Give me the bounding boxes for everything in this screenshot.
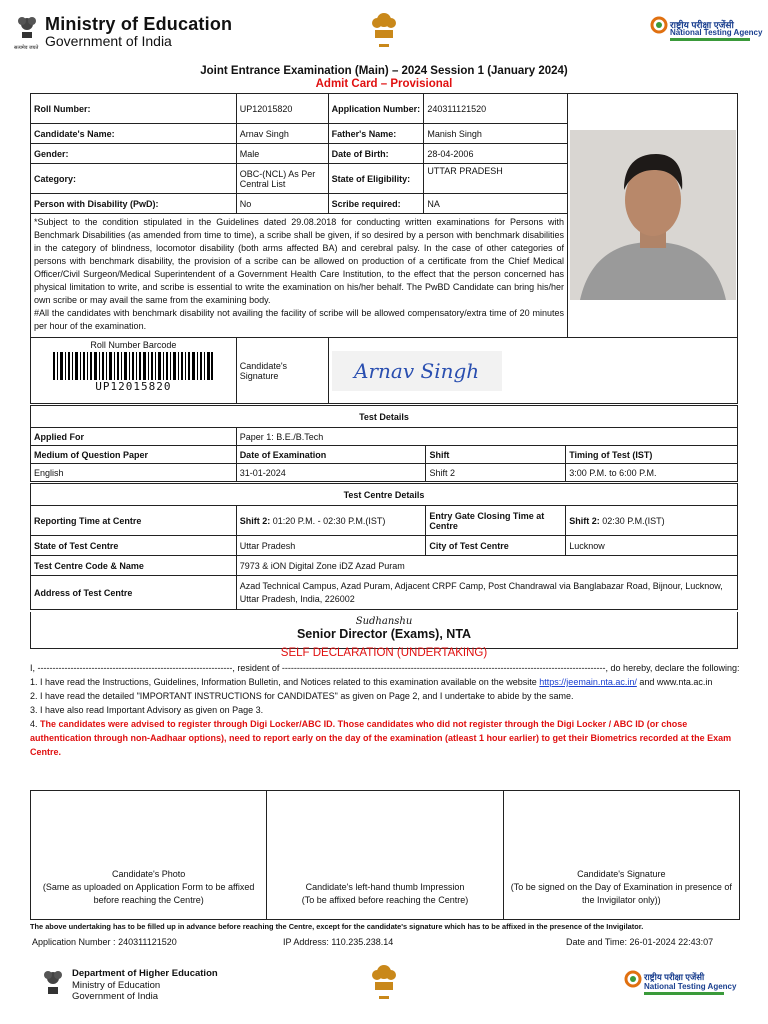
compensatory-time-note: #All the candidates with benchmark disability not availing the facility of scribe will be allowed compensatory/extra time of 20 minutes per hour of the examination. bbox=[34, 308, 564, 331]
gate-closing-value bbox=[566, 506, 738, 536]
photo-box-title: Candidate's Photo bbox=[112, 869, 186, 879]
thumb-box bbox=[267, 791, 503, 919]
footer-dt-label: Date and Time: bbox=[566, 937, 628, 947]
affix-boxes bbox=[30, 790, 740, 920]
footer-datetime bbox=[566, 937, 713, 947]
nta-hindi-name: राष्ट्रीय परीक्षा एजेंसी bbox=[670, 20, 734, 30]
authority-title: Senior Director (Exams), NTA bbox=[296, 627, 472, 641]
application-number-value: 240311121520 bbox=[424, 94, 568, 124]
authority-box bbox=[30, 612, 738, 649]
thumb-box-note: (To be affixed before reaching the Centre) bbox=[301, 895, 469, 905]
dhe-title: Department of Higher Education bbox=[72, 968, 218, 979]
ministry-title: Ministry of Education bbox=[45, 14, 233, 34]
signature-box-note: (To be signed on the Day of Examination in presence of the Invigilator only)) bbox=[510, 882, 732, 905]
scribe-value: NA bbox=[424, 194, 568, 214]
exam-date-value: 31-01-2024 bbox=[236, 464, 426, 482]
admit-card-title: Admit Card – Provisional bbox=[315, 78, 453, 90]
centre-state-label: State of Test Centre bbox=[31, 536, 237, 556]
state-eligibility-value: UTTAR PRADESH bbox=[424, 164, 568, 194]
gate-closing-text: 02:30 P.M.(IST) bbox=[599, 515, 665, 526]
authority-signature: Sudhanshu bbox=[355, 616, 413, 627]
exam-date-label: Date of Examination bbox=[236, 446, 426, 464]
shift-label: Shift bbox=[426, 446, 566, 464]
signature-cell bbox=[328, 338, 737, 404]
footer-app-value: 240311121520 bbox=[118, 937, 177, 947]
name-blank: ----------------------------------------------------------------- bbox=[37, 663, 233, 673]
reporting-time-value bbox=[236, 506, 426, 536]
pwd-value: No bbox=[236, 194, 328, 214]
gate-shift: Shift 2: bbox=[569, 515, 600, 526]
item4-number: 4. bbox=[30, 719, 41, 729]
barcode-text: UP12015820 bbox=[95, 380, 172, 393]
declaration-body bbox=[30, 661, 740, 759]
roll-number-label: Roll Number: bbox=[31, 94, 237, 124]
candidate-signature-image bbox=[332, 351, 502, 391]
centre-address-label: Address of Test Centre bbox=[31, 576, 237, 610]
signature-box bbox=[504, 791, 739, 919]
centre-code-value: 7973 & iON Digital Zone iDZ Azad Puram bbox=[236, 556, 737, 576]
centre-city-label: City of Test Centre bbox=[426, 536, 566, 556]
father-name-label: Father's Name: bbox=[328, 124, 424, 144]
nta-english-name: National Testing Agency bbox=[670, 28, 763, 37]
declaration-item-2: 2. I have read the detailed "IMPORTANT INSTRUCTIONS for CANDIDATES" as given on Page 2, and I undertake to abide by the same. bbox=[30, 691, 574, 701]
roll-number-value: UP12015820 bbox=[236, 94, 328, 124]
reporting-shift: Shift 2: bbox=[239, 515, 271, 526]
barcode-label: Roll Number Barcode bbox=[90, 340, 177, 350]
signature-label: Candidate's Signature bbox=[236, 338, 328, 404]
candidate-photo bbox=[570, 130, 736, 300]
signature-box-title: Candidate's Signature bbox=[577, 869, 666, 879]
footer-dt-value: 26-01-2024 22:43:07 bbox=[629, 937, 714, 947]
shift-value: Shift 2 bbox=[426, 464, 566, 482]
scribe-note: *Subject to the condition stipulated in the Guidelines dated 29.08.2018 for conducting written examinations for Persons with Benchmark Disabilities (as amended from time to time), a scribe shall be given, if so desired by a person with benchmark disabilities in the category of blindness, locomotor disability (both arms affected BA) and cerebral palsy. In the case of other categories of persons with benchmark disability, the provision of a scribe can be allowed on production of a certificate from the Chief Medical Officer/Civil Surgeon/Medical Superintendent of a Government Health Care Institution, to the effect that the person concerned has physical limitation to write, and scribe is essential to write the examination on his/her behalf. The PwBD Candidate can bring his/her own scribe or may avail the same from the examining body. bbox=[34, 217, 564, 305]
centre-address-value: Azad Technical Campus, Azad Puram, Adjacent CRPF Camp, Post Chandrawal via Banglabazar Road, Bijnour, Lucknow, Uttar Pradesh, India, 226002 bbox=[236, 576, 737, 610]
declare-text: , do hereby, declare the following: bbox=[605, 663, 740, 673]
test-details-table bbox=[30, 405, 738, 482]
dhe-government: Government of India bbox=[72, 991, 159, 1002]
centre-city-value: Lucknow bbox=[566, 536, 738, 556]
pwd-scribe-notes bbox=[31, 214, 568, 338]
footer-nta-hindi: राष्ट्रीय परीक्षा एजेंसी bbox=[644, 972, 705, 982]
category-label: Category: bbox=[31, 164, 237, 194]
candidate-photo-cell bbox=[568, 94, 738, 338]
declaration-item-4 bbox=[30, 717, 740, 759]
reporting-time-text: 01:20 P.M. - 02:30 P.M.(IST) bbox=[270, 515, 386, 526]
applied-for-label: Applied For bbox=[31, 428, 237, 446]
declaration-i: I, bbox=[30, 663, 38, 673]
centre-state-value: Uttar Pradesh bbox=[236, 536, 426, 556]
footer-nta-bar bbox=[644, 992, 724, 995]
candidate-table bbox=[30, 93, 738, 404]
declaration-item-1 bbox=[30, 675, 740, 689]
category-value: OBC-(NCL) As Per Central List bbox=[236, 164, 328, 194]
footer-application bbox=[32, 937, 177, 947]
candidate-signature-text: Arnav Singh bbox=[354, 358, 480, 383]
timing-value: 3:00 P.M. to 6:00 P.M. bbox=[566, 464, 738, 482]
item1-text: 1. I have read the Instructions, Guidelines, Information Bulletin, and Notices related to this examination available on the website bbox=[30, 677, 540, 687]
nta-logo-icon bbox=[650, 16, 668, 38]
footer-ip-value: 110.235.238.14 bbox=[331, 937, 394, 947]
emblem-motto: सत्यमेव जयते bbox=[14, 45, 39, 51]
photo-box-note: (Same as uploaded on Application Form to be affixed before reaching the Centre) bbox=[42, 882, 255, 905]
footer-ip-label: IP Address: bbox=[283, 937, 329, 947]
test-centre-title: Test Centre Details bbox=[31, 484, 738, 506]
test-details-title: Test Details bbox=[31, 406, 738, 428]
reporting-time-label: Reporting Time at Centre bbox=[31, 506, 237, 536]
state-eligibility-label: State of Eligibility: bbox=[328, 164, 424, 194]
dhe-ministry: Ministry of Education bbox=[72, 980, 161, 991]
item4-text: The candidates were advised to register through Digi Locker/ABC ID. Those candidates who did not register through the Digi Locker / ABC ID (or chose authentication through non-Aadhaar options), need to report early on the day of the examination (atleast 1 hour earlier) to get their Biometrics recorded at the Exam Centre. bbox=[30, 719, 732, 757]
footer-app-label: Application Number : bbox=[32, 937, 116, 947]
declaration-item-3: 3. I have also read Important Advisory as given on Page 3. bbox=[30, 705, 264, 715]
centre-code-label: Test Centre Code & Name bbox=[31, 556, 237, 576]
resident-text: , resident of bbox=[232, 663, 282, 673]
exam-title: Joint Entrance Examination (Main) – 2024 Session 1 (January 2024) bbox=[200, 65, 568, 77]
jeemain-link[interactable]: https://jeemain.nta.ac.in/ bbox=[539, 677, 637, 687]
residence-blank: ------------------------------------------------------------------------------------------------------------ bbox=[281, 663, 606, 673]
medium-value: English bbox=[31, 464, 237, 482]
ministry-subtitle: Government of India bbox=[45, 33, 172, 49]
gender-label: Gender: bbox=[31, 144, 237, 164]
dhe-emblem-icon bbox=[42, 965, 64, 999]
dob-label: Date of Birth: bbox=[328, 144, 424, 164]
timing-label: Timing of Test (IST) bbox=[566, 446, 738, 464]
footer-ip bbox=[283, 937, 393, 947]
thumb-box-title: Candidate's left-hand thumb Impression bbox=[305, 882, 465, 892]
application-number-label: Application Number: bbox=[328, 94, 424, 124]
nta-brand-bar bbox=[670, 38, 750, 41]
declaration-line1 bbox=[30, 661, 740, 675]
footer-national-emblem-icon bbox=[370, 960, 398, 1004]
scribe-label: Scribe required: bbox=[328, 194, 424, 214]
footer-nta-logo-icon bbox=[624, 970, 642, 992]
barcode-image bbox=[53, 352, 213, 380]
national-emblem-icon bbox=[370, 8, 398, 52]
applied-for-value: Paper 1: B.E./B.Tech bbox=[236, 428, 737, 446]
footer-nta-english: National Testing Agency bbox=[644, 982, 737, 991]
candidate-name-value: Arnav Singh bbox=[236, 124, 328, 144]
item1-text-end: and www.nta.ac.in bbox=[636, 677, 713, 687]
declaration-title: SELF DECLARATION (UNDERTAKING) bbox=[280, 647, 488, 659]
moe-emblem-icon bbox=[16, 12, 38, 42]
test-centre-table bbox=[30, 483, 738, 610]
father-name-value: Manish Singh bbox=[424, 124, 568, 144]
photo-box bbox=[31, 791, 267, 919]
gate-closing-label: Entry Gate Closing Time at Centre bbox=[426, 506, 566, 536]
candidate-name-label: Candidate's Name: bbox=[31, 124, 237, 144]
pwd-label: Person with Disability (PwD): bbox=[31, 194, 237, 214]
undertaking-note: The above undertaking has to be filled up in advance before reaching the Centre, except for the candidate's signature which has to be affixed in the presence of the Invigilator. bbox=[30, 922, 644, 931]
medium-label: Medium of Question Paper bbox=[31, 446, 237, 464]
barcode-cell bbox=[31, 338, 237, 404]
dob-value: 28-04-2006 bbox=[424, 144, 568, 164]
gender-value: Male bbox=[236, 144, 328, 164]
